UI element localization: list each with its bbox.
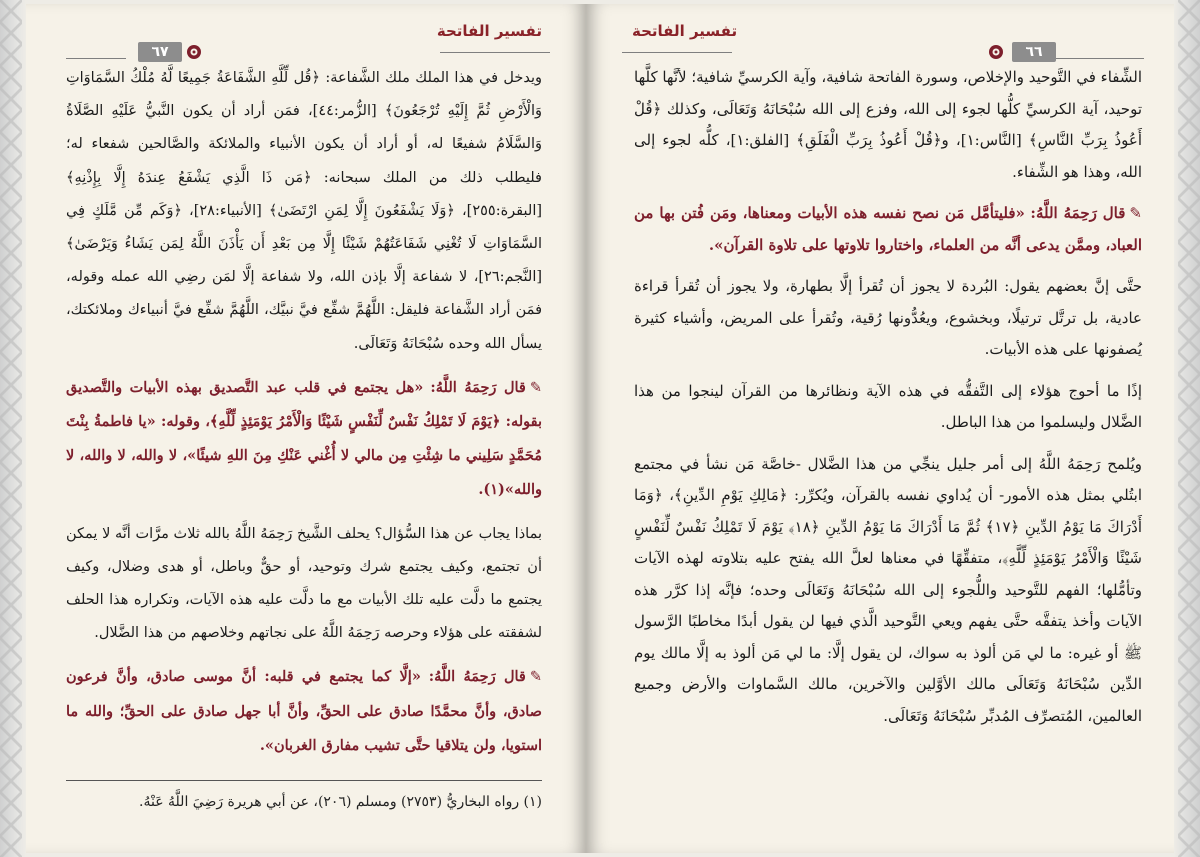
paragraph: حتَّى إنَّ بعضهم يقول: البُردة لا يجوز أن تُقرأ إلَّا بطهارة، ولا يجوز أن تُقرأ قراءة عادية، بل ترتَّل ترتيلًا، وبخشوع، ويعُدُّونها رُقية، وتُقرأ على المريض، وأشياء كثيرة يُصفونها على هذه الأبيات. — [634, 277, 1142, 358]
rosette-icon — [186, 44, 202, 60]
paragraph: ويُلمح رَحِمَهُ اللَّهُ إلى أمر جليل ينجِّي من هذا الضَّلال -خاصَّة مَن نشأ في مجتمع ابتُلي بمثل هذه الأمور- أن يُداوي نفسه بالقرآن، ويُكرِّر: ﴿مَالِكِ يَوْمِ الدِّينِ﴾، ﴿وَمَا أَدْرَاكَ مَا يَوْمُ الدِّينِ ﴿١٧﴾ ثُمَّ مَا أَدْرَاكَ مَا يَوْمُ الدِّينِ ﴿١٨﴾ يَوْمَ لَا تَمْلِكُ نَفْسٌ لِّنَفْسٍ شَيْئًا وَالْأَمْرُ يَوْمَئِذٍ لِّلَّهِ﴾، متفقِّهًا في معناها لعلَّ الله يفتح عليه بتلاوته لهذه الآيات وتأمُّلها؛ الفهم للتَّوحيد واللُّجوء إلى الله سُبْحَانَهُ وَتَعَالَى وحده؛ فإنَّه إذا كرَّر هذه الآيات وأخذ يتفقَّه حتَّى يفهم ويعي التَّوحيد الَّذي فيها لن يقول أبدًا مخاطبًا الرَّسول ﷺ أو غيره: ما لي مَن ألوذ به سواك، لن يقول إلَّا: ما لي مَن ألوذ به إلَّا مالك يوم الدِّين سُبْحَانَهُ وَتَعَالَى مالك الأوَّلين والآخرين، مالك السَّماوات والأرض وجميع العالمين، المُتصرِّف المُدبِّر سُبْحَانَهُ وَتَعَالَى. — [634, 454, 1143, 725]
quote-paragraph — [634, 198, 1142, 261]
header-rule — [622, 52, 732, 53]
paragraph: بماذا يجاب عن هذا السُّؤال؟ يحلف الشَّيخ رَحِمَهُ اللَّهُ بالله ثلاث مرَّات أنَّه لا يمكن أن تجتمع، وكيف يجتمع شرك وتوحيد، أو حقٌّ وباطل، أو هدى وضلال، وكيف يجتمع ما دلَّت عليه تلك الأبيات مع ما دلَّت عليه هذه الآيات، وتكراره هذا الحلف لشفقته على هؤلاء وحرصه رَحِمَهُ اللَّهُ على نجاتهم وخلاصهم من هذا الضَّلال. — [66, 525, 542, 642]
page-number: ٦٦ — [1012, 42, 1056, 62]
left-page-body — [66, 62, 542, 763]
quote-label: قال رَحِمَهُ اللَّهُ: — [430, 378, 526, 396]
left-page-header — [26, 18, 586, 64]
header-rule — [440, 52, 550, 53]
right-page-header — [586, 18, 1174, 64]
book-edge-pattern-right — [1178, 0, 1200, 857]
pen-icon: ✎ — [1129, 204, 1142, 222]
running-title: تفسير الفاتحة — [436, 22, 542, 40]
paragraph: ويدخل في هذا الملك ملك الشَّفاعة: ﴿قُل لِّلَّهِ الشَّفَاعَةُ جَمِيعًا لَّهُ مُلْكُ السَّمَاوَاتِ وَالْأَرْضِ ثُمَّ إِلَيْهِ تُرْجَعُونَ﴾ [الزُّمر:٤٤]، فمَن أراد أن يكون النَّبيُّ عَلَيْهِ الصَّلَاةُ وَالسَّلَامُ شفيعًا له، أو أراد أن يكون الأنبياء والملائكة والصَّالحين شفعاء له؛ فليطلب ذلك من الملك سبحانه: ﴿مَن ذَا الَّذِي يَشْفَعُ عِندَهُ إِلَّا بِإِذْنِهِ﴾ [البقرة:٢٥٥]، ﴿وَلَا يَشْفَعُونَ إِلَّا لِمَنِ ارْتَضَىٰ﴾ [الأنبياء:٢٨]، ﴿وَكَم مِّن مَّلَكٍ فِي السَّمَاوَاتِ لَا تُغْنِي شَفَاعَتُهُمْ شَيْئًا إِلَّا مِن بَعْدِ أَن يَأْذَنَ اللَّهُ لِمَن يَشَاءُ وَيَرْضَىٰ﴾ [النَّجم:٢٦]، لا شفاعة إلَّا بإذن الله، ولا شفاعة إلَّا لمَن رضِي الله عمله وقوله، فمَن أراد الشَّفاعة فليقل: اللَّهُمَّ شفِّع فيَّ نبيَّك، اللَّهُمَّ شفِّع فيَّ أنبياءك وملائكتك، يسأل الله وحده سُبْحَانَهُ وَتَعَالَى. — [66, 70, 543, 352]
quote-text: «فليتأمَّل مَن نصح نفسه هذه الأبيات ومعناها، ومَن فُتن بها من العباد، وممَّن يدعى أنَّه من العلماء، واختاروا تلاوتها على تلاوة القرآن». — [634, 204, 1142, 254]
quote-label: قال رَحِمَهُ اللَّهُ: — [1030, 204, 1126, 222]
left-page — [26, 4, 586, 853]
right-page-body — [634, 62, 1142, 732]
quote-paragraph — [66, 371, 542, 508]
header-rule — [66, 58, 126, 59]
footnote-rule — [66, 780, 542, 781]
book-edge-pattern-left — [0, 0, 22, 857]
pen-icon: ✎ — [529, 379, 542, 396]
rosette-icon — [988, 44, 1004, 60]
right-page — [586, 4, 1174, 853]
quote-text: «إلَّا كما يجتمع في قلبه: أنَّ موسى صادق، وأنَّ فرعون صادق، وأنَّ محمَّدًا صادق على الحقِّ، وأنَّ أبا جهل صادق على الحقِّ؛ والله ما استويا، ولن يتلاقيا حتَّى تشيب مفارق الغربان». — [66, 668, 542, 754]
quote-paragraph — [66, 660, 542, 763]
quote-text: «هل يجتمع في قلب عبد التَّصديق بهذه الأبيات والتَّصديق بقوله: ﴿يَوْمَ لَا تَمْلِكُ نَفْسٌ لِّنَفْسٍ شَيْئًا وَالْأَمْرُ يَوْمَئِذٍ لِّلَّهِ﴾، وقوله: «يا فاطمةُ بِنْتَ مُحَمَّدٍ سَلِيني ما شِئْتِ مِن مالي لا أُغْني عَنْكِ مِنَ اللهِ شيئًا»، لا والله، لا والله، لا والله»(١). — [66, 378, 542, 499]
footnote: (١) رواه البخاريُّ (٢٧٥٣) ومسلم (٢٠٦)، عن أبي هريرة رَضِيَ اللَّهُ عَنْهُ. — [139, 794, 542, 810]
paragraph: إذًا ما أحوج هؤلاء إلى التَّفقُّه في هذه الآية ونظائرها من القرآن لينجوا من هذا الضَّلال وليسلموا من هذا الباطل. — [634, 381, 1142, 431]
pen-icon: ✎ — [529, 669, 543, 686]
page-number: ٦٧ — [138, 42, 182, 62]
paragraph: الشِّفاء في التَّوحيد والإخلاص، وسورة الفاتحة شافية، وآية الكرسيِّ شافية؛ لأنَّها كلَّها توحيد، آية الكرسيِّ كلُّها لجوء إلى الله، وفزع إلى الله سُبْحَانَهُ وَتَعَالَى، وكذلك ﴿قُلْ أَعُوذُ بِرَبِّ النَّاسِ﴾ [النَّاس:١]، و﴿قُلْ أَعُوذُ بِرَبِّ الْفَلَقِ﴾ [الفلق:١]، كلُّه لجوء إلى الله، وهذا هو الشِّفاء. — [634, 68, 1142, 181]
running-title: تفسير الفاتحة — [632, 22, 738, 40]
quote-label: قال رَحِمَهُ اللَّهُ: — [428, 668, 526, 686]
